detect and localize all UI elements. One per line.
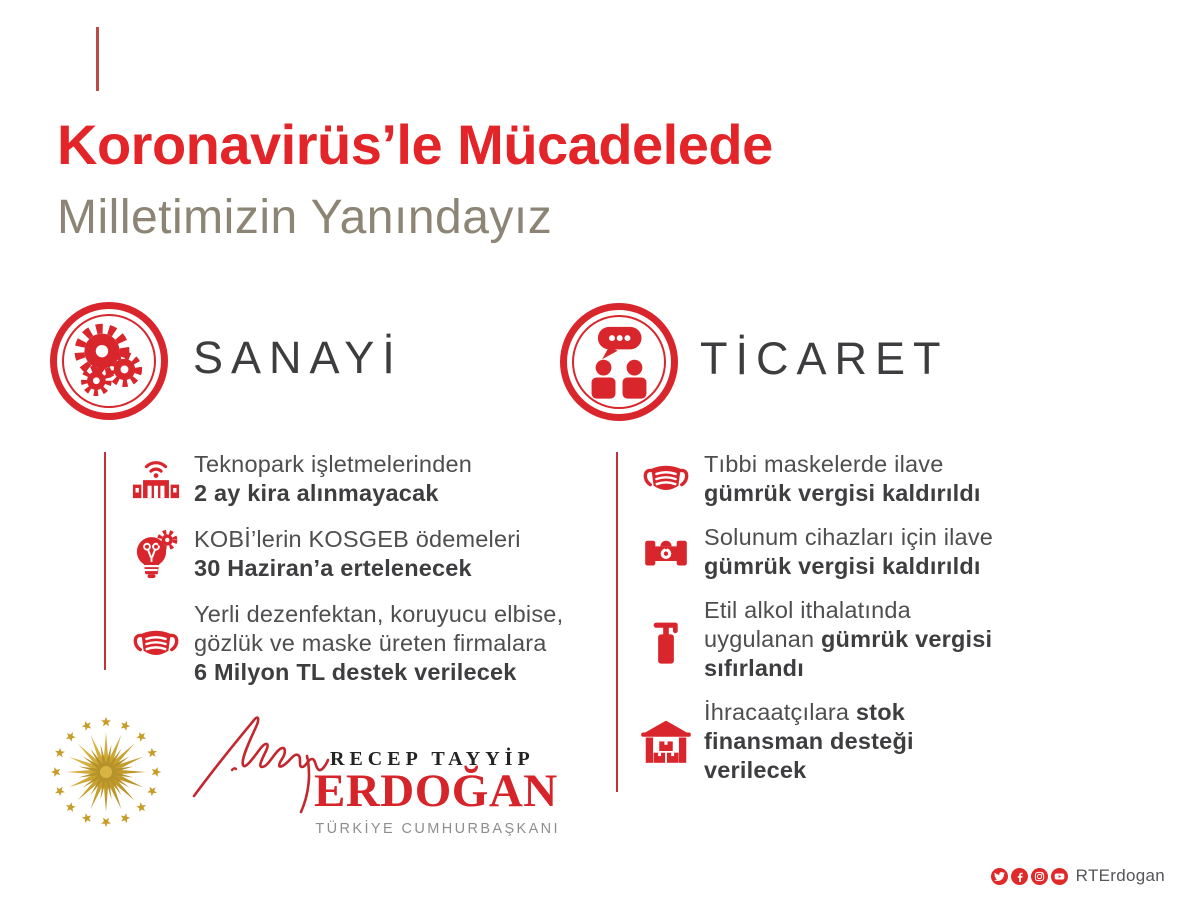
top-accent-tick xyxy=(96,27,99,91)
lightbulb-gear-icon xyxy=(128,526,184,582)
youtube-icon[interactable] xyxy=(1051,868,1068,885)
list-item xyxy=(638,523,1083,581)
list-item xyxy=(128,450,573,508)
sanayi-item-list xyxy=(128,450,573,687)
mask-icon xyxy=(638,451,694,507)
item-text: Etil alkol ithalatında uygulanan gümrük vergisi sıfırlandı xyxy=(704,597,993,681)
page-title: Koronavirüs’le Mücadelede xyxy=(57,113,773,176)
president-namecard xyxy=(314,748,560,837)
item-text: KOBİ’lerin KOSGEB ödemeleri 30 Haziran’a ertelenecek xyxy=(194,526,521,581)
gears-icon xyxy=(62,314,156,408)
social-handle[interactable]: RTErdogan xyxy=(1075,866,1165,885)
presidential-seal xyxy=(50,716,162,828)
list-item xyxy=(128,525,573,583)
item-text: Yerli dezenfektan, koruyucu elbise, gözlük ve maske üreten firmalara 6 Milyon TL destek verilecek xyxy=(194,601,564,685)
president-title: TÜRKİYE CUMHURBAŞKANI xyxy=(315,821,560,837)
sanayi-divider-line xyxy=(104,452,106,670)
item-text: Solunum cihazları için ilave gümrük vergisi kaldırıldı xyxy=(704,524,994,579)
list-item xyxy=(638,450,1083,508)
instagram-icon[interactable] xyxy=(1031,868,1048,885)
section-label-sanayi: SANAYİ xyxy=(193,332,403,383)
technopark-building-icon xyxy=(128,451,184,507)
facebook-icon[interactable] xyxy=(1011,868,1028,885)
president-first-names: RECEP TAYYİP xyxy=(330,748,535,770)
list-item xyxy=(638,596,1083,683)
warehouse-icon xyxy=(638,714,694,770)
ticaret-divider-line xyxy=(616,452,618,792)
item-text: Tıbbi maskelerde ilave gümrük vergisi kaldırıldı xyxy=(704,451,981,506)
sanayi-section-badge xyxy=(50,302,168,420)
section-label-ticaret: TİCARET xyxy=(700,333,949,384)
twitter-icon[interactable] xyxy=(991,868,1008,885)
alcohol-bottle-icon xyxy=(638,612,694,668)
people-chat-icon xyxy=(572,315,666,409)
item-text: Teknopark işletmelerinden 2 ay kira alınmayacak xyxy=(194,451,473,506)
ticaret-item-list xyxy=(638,450,1083,785)
list-item xyxy=(128,600,573,687)
social-bar xyxy=(991,866,1165,886)
mask-icon xyxy=(128,616,184,672)
item-text: İhracaatçılara stok finansman desteği verilecek xyxy=(704,699,914,783)
ventilator-valve-icon xyxy=(638,524,694,580)
page-subtitle: Milletimizin Yanındayız xyxy=(57,191,553,244)
ticaret-section-badge xyxy=(560,303,678,421)
president-surname: ERDOĞAN xyxy=(314,765,558,817)
list-item xyxy=(638,698,1083,785)
